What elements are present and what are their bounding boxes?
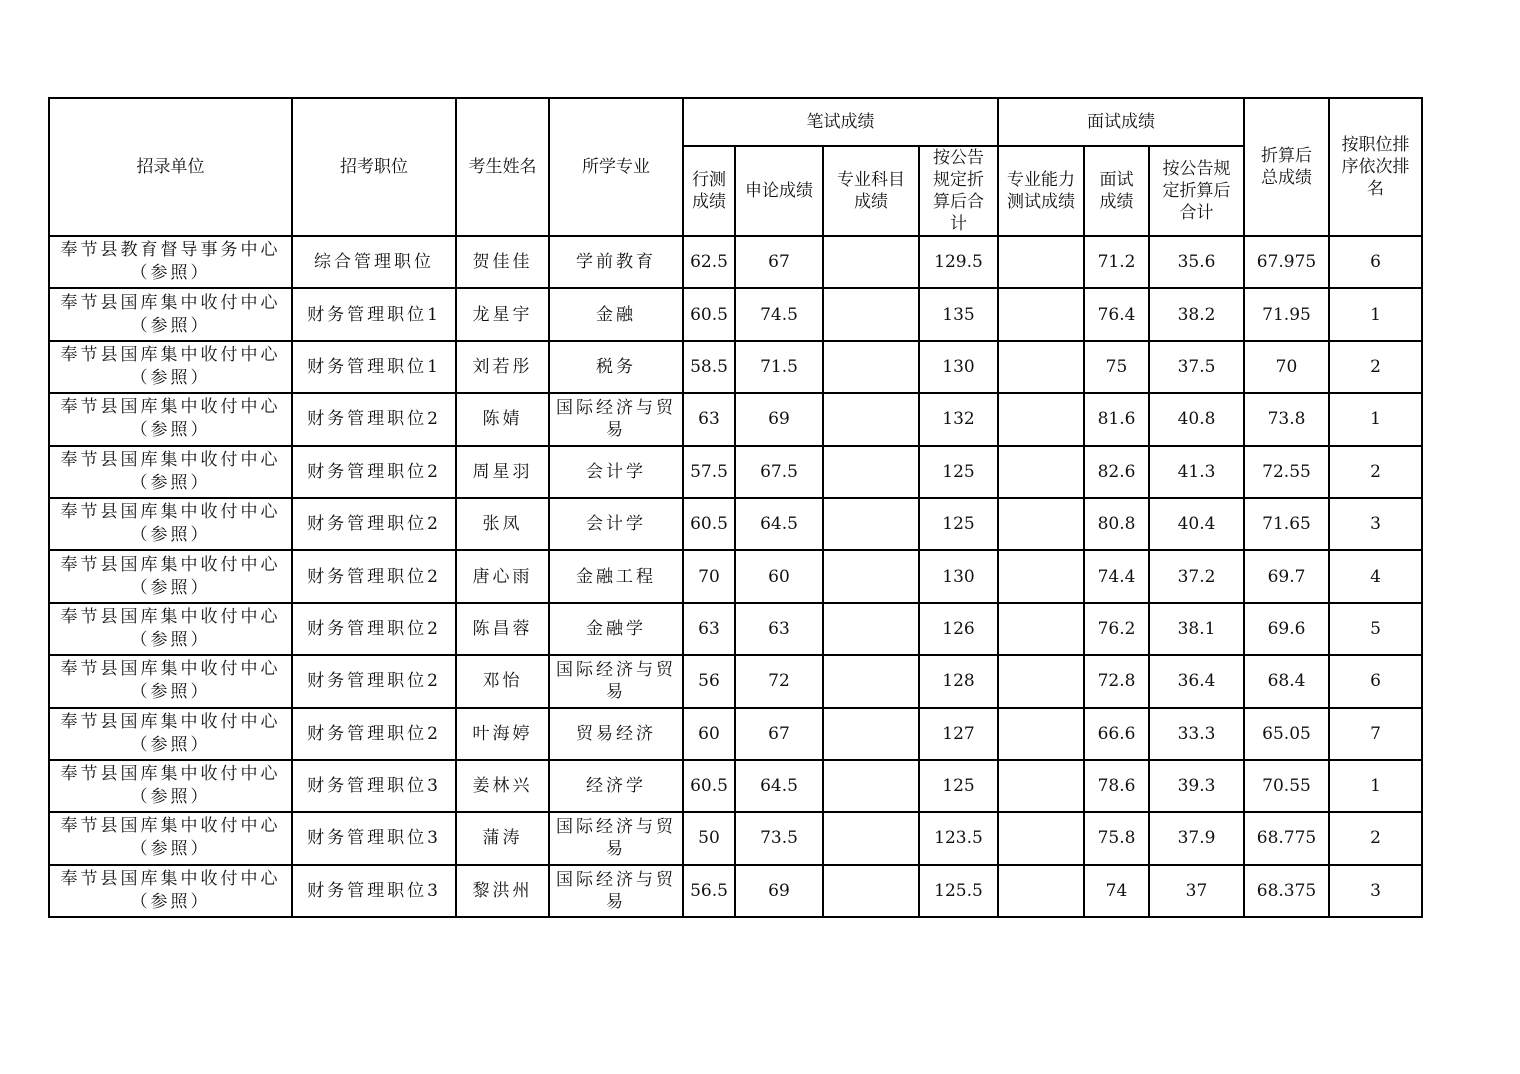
cell-shenlun: 64.5 bbox=[735, 498, 823, 550]
cell-shenlun: 64.5 bbox=[735, 760, 823, 812]
cell-name: 陈昌蓉 bbox=[456, 603, 549, 655]
cell-shenlun: 67 bbox=[735, 708, 823, 760]
cell-rank: 7 bbox=[1329, 708, 1422, 760]
cell-xingce: 60 bbox=[683, 708, 735, 760]
header-written-total: 按公告规定折算后合计 bbox=[919, 146, 998, 236]
cell-unit: 奉节县国库集中收付中心（参照） bbox=[49, 498, 292, 550]
cell-written-total: 127 bbox=[919, 708, 998, 760]
cell-subject bbox=[823, 603, 919, 655]
cell-subject bbox=[823, 865, 919, 917]
cell-written-total: 125.5 bbox=[919, 865, 998, 917]
cell-written-total: 132 bbox=[919, 393, 998, 445]
cell-subject bbox=[823, 498, 919, 550]
cell-written-total: 128 bbox=[919, 655, 998, 707]
cell-total: 68.775 bbox=[1244, 812, 1329, 864]
cell-xingce: 63 bbox=[683, 603, 735, 655]
table-row bbox=[49, 760, 1422, 812]
table-row bbox=[49, 393, 1422, 445]
table-row bbox=[49, 550, 1422, 602]
cell-name: 陈婧 bbox=[456, 393, 549, 445]
cell-shenlun: 73.5 bbox=[735, 812, 823, 864]
cell-ability bbox=[998, 655, 1084, 707]
table-row bbox=[49, 603, 1422, 655]
cell-shenlun: 71.5 bbox=[735, 341, 823, 393]
cell-subject bbox=[823, 446, 919, 498]
cell-interview-total: 37.5 bbox=[1149, 341, 1244, 393]
cell-written-total: 129.5 bbox=[919, 236, 998, 288]
cell-position: 财务管理职位1 bbox=[292, 341, 456, 393]
cell-total: 73.8 bbox=[1244, 393, 1329, 445]
cell-subject bbox=[823, 236, 919, 288]
cell-interview-total: 39.3 bbox=[1149, 760, 1244, 812]
table-row bbox=[49, 865, 1422, 917]
cell-major: 学前教育 bbox=[549, 236, 683, 288]
cell-unit: 奉节县国库集中收付中心（参照） bbox=[49, 550, 292, 602]
cell-interview-total: 40.8 bbox=[1149, 393, 1244, 445]
cell-interview-total: 37 bbox=[1149, 865, 1244, 917]
cell-xingce: 70 bbox=[683, 550, 735, 602]
cell-position: 财务管理职位2 bbox=[292, 498, 456, 550]
cell-shenlun: 69 bbox=[735, 393, 823, 445]
cell-interview: 71.2 bbox=[1084, 236, 1149, 288]
cell-subject bbox=[823, 760, 919, 812]
cell-unit: 奉节县国库集中收付中心（参照） bbox=[49, 603, 292, 655]
cell-unit: 奉节县国库集中收付中心（参照） bbox=[49, 812, 292, 864]
header-subject: 专业科目成绩 bbox=[823, 146, 919, 236]
cell-position: 财务管理职位2 bbox=[292, 708, 456, 760]
table-row bbox=[49, 655, 1422, 707]
cell-interview-total: 36.4 bbox=[1149, 655, 1244, 707]
cell-position: 财务管理职位2 bbox=[292, 550, 456, 602]
cell-major: 会计学 bbox=[549, 498, 683, 550]
cell-unit: 奉节县教育督导事务中心（参照） bbox=[49, 236, 292, 288]
cell-written-total: 130 bbox=[919, 550, 998, 602]
cell-total: 71.95 bbox=[1244, 288, 1329, 340]
table-row bbox=[49, 341, 1422, 393]
cell-unit: 奉节县国库集中收付中心（参照） bbox=[49, 760, 292, 812]
cell-position: 财务管理职位2 bbox=[292, 446, 456, 498]
cell-interview: 82.6 bbox=[1084, 446, 1149, 498]
table-row bbox=[49, 446, 1422, 498]
cell-total: 67.975 bbox=[1244, 236, 1329, 288]
cell-interview: 75 bbox=[1084, 341, 1149, 393]
cell-interview: 80.8 bbox=[1084, 498, 1149, 550]
cell-written-total: 123.5 bbox=[919, 812, 998, 864]
cell-total: 69.7 bbox=[1244, 550, 1329, 602]
cell-name: 唐心雨 bbox=[456, 550, 549, 602]
header-written-group: 笔试成绩 bbox=[683, 98, 998, 146]
header-interview: 面试成绩 bbox=[1084, 146, 1149, 236]
cell-interview: 78.6 bbox=[1084, 760, 1149, 812]
cell-interview: 72.8 bbox=[1084, 655, 1149, 707]
cell-ability bbox=[998, 603, 1084, 655]
cell-name: 叶海婷 bbox=[456, 708, 549, 760]
cell-interview-total: 41.3 bbox=[1149, 446, 1244, 498]
cell-major: 国际经济与贸易 bbox=[549, 393, 683, 445]
cell-unit: 奉节县国库集中收付中心（参照） bbox=[49, 865, 292, 917]
cell-ability bbox=[998, 708, 1084, 760]
cell-major: 金融工程 bbox=[549, 550, 683, 602]
cell-subject bbox=[823, 288, 919, 340]
cell-written-total: 125 bbox=[919, 498, 998, 550]
cell-position: 财务管理职位3 bbox=[292, 760, 456, 812]
cell-shenlun: 69 bbox=[735, 865, 823, 917]
cell-ability bbox=[998, 393, 1084, 445]
cell-interview: 74.4 bbox=[1084, 550, 1149, 602]
cell-interview: 76.2 bbox=[1084, 603, 1149, 655]
cell-rank: 3 bbox=[1329, 498, 1422, 550]
score-table bbox=[48, 97, 1423, 918]
cell-total: 70 bbox=[1244, 341, 1329, 393]
cell-name: 邓怡 bbox=[456, 655, 549, 707]
cell-rank: 6 bbox=[1329, 655, 1422, 707]
cell-major: 经济学 bbox=[549, 760, 683, 812]
cell-total: 65.05 bbox=[1244, 708, 1329, 760]
cell-written-total: 130 bbox=[919, 341, 998, 393]
cell-name: 蒲涛 bbox=[456, 812, 549, 864]
cell-major: 税务 bbox=[549, 341, 683, 393]
cell-xingce: 60.5 bbox=[683, 498, 735, 550]
cell-interview-total: 35.6 bbox=[1149, 236, 1244, 288]
table-body bbox=[49, 236, 1422, 917]
cell-subject bbox=[823, 708, 919, 760]
cell-interview-total: 33.3 bbox=[1149, 708, 1244, 760]
header-shenlun: 申论成绩 bbox=[735, 146, 823, 236]
cell-interview-total: 38.2 bbox=[1149, 288, 1244, 340]
cell-ability bbox=[998, 341, 1084, 393]
cell-written-total: 125 bbox=[919, 446, 998, 498]
cell-xingce: 63 bbox=[683, 393, 735, 445]
cell-written-total: 126 bbox=[919, 603, 998, 655]
header-rank: 按职位排序依次排名 bbox=[1329, 98, 1422, 236]
cell-shenlun: 67.5 bbox=[735, 446, 823, 498]
cell-unit: 奉节县国库集中收付中心（参照） bbox=[49, 708, 292, 760]
cell-ability bbox=[998, 288, 1084, 340]
cell-unit: 奉节县国库集中收付中心（参照） bbox=[49, 341, 292, 393]
cell-shenlun: 60 bbox=[735, 550, 823, 602]
cell-total: 72.55 bbox=[1244, 446, 1329, 498]
cell-written-total: 135 bbox=[919, 288, 998, 340]
cell-position: 财务管理职位1 bbox=[292, 288, 456, 340]
cell-position: 综合管理职位 bbox=[292, 236, 456, 288]
cell-interview-total: 37.2 bbox=[1149, 550, 1244, 602]
cell-name: 张凤 bbox=[456, 498, 549, 550]
cell-rank: 2 bbox=[1329, 812, 1422, 864]
cell-rank: 6 bbox=[1329, 236, 1422, 288]
header-position: 招考职位 bbox=[292, 98, 456, 236]
cell-interview-total: 37.9 bbox=[1149, 812, 1244, 864]
header-interview-group: 面试成绩 bbox=[998, 98, 1244, 146]
cell-interview-total: 38.1 bbox=[1149, 603, 1244, 655]
cell-subject bbox=[823, 550, 919, 602]
cell-rank: 1 bbox=[1329, 393, 1422, 445]
cell-rank: 3 bbox=[1329, 865, 1422, 917]
cell-position: 财务管理职位3 bbox=[292, 865, 456, 917]
cell-total: 70.55 bbox=[1244, 760, 1329, 812]
cell-major: 金融 bbox=[549, 288, 683, 340]
cell-major: 国际经济与贸易 bbox=[549, 655, 683, 707]
cell-rank: 2 bbox=[1329, 341, 1422, 393]
cell-position: 财务管理职位2 bbox=[292, 393, 456, 445]
cell-name: 黎洪州 bbox=[456, 865, 549, 917]
cell-shenlun: 67 bbox=[735, 236, 823, 288]
cell-subject bbox=[823, 655, 919, 707]
cell-subject bbox=[823, 341, 919, 393]
cell-major: 金融学 bbox=[549, 603, 683, 655]
cell-name: 刘若彤 bbox=[456, 341, 549, 393]
cell-shenlun: 63 bbox=[735, 603, 823, 655]
cell-rank: 1 bbox=[1329, 760, 1422, 812]
cell-name: 周星羽 bbox=[456, 446, 549, 498]
cell-interview: 75.8 bbox=[1084, 812, 1149, 864]
cell-ability bbox=[998, 550, 1084, 602]
cell-xingce: 60.5 bbox=[683, 760, 735, 812]
cell-ability bbox=[998, 812, 1084, 864]
cell-major: 国际经济与贸易 bbox=[549, 865, 683, 917]
cell-rank: 5 bbox=[1329, 603, 1422, 655]
header-unit: 招录单位 bbox=[49, 98, 292, 236]
cell-xingce: 58.5 bbox=[683, 341, 735, 393]
cell-rank: 4 bbox=[1329, 550, 1422, 602]
cell-major: 会计学 bbox=[549, 446, 683, 498]
cell-ability bbox=[998, 236, 1084, 288]
table-row bbox=[49, 236, 1422, 288]
cell-interview: 66.6 bbox=[1084, 708, 1149, 760]
cell-written-total: 125 bbox=[919, 760, 998, 812]
cell-xingce: 57.5 bbox=[683, 446, 735, 498]
cell-name: 贺佳佳 bbox=[456, 236, 549, 288]
header-xingce: 行测成绩 bbox=[683, 146, 735, 236]
header-major: 所学专业 bbox=[549, 98, 683, 236]
cell-major: 国际经济与贸易 bbox=[549, 812, 683, 864]
cell-subject bbox=[823, 393, 919, 445]
cell-unit: 奉节县国库集中收付中心（参照） bbox=[49, 655, 292, 707]
cell-position: 财务管理职位2 bbox=[292, 603, 456, 655]
cell-shenlun: 72 bbox=[735, 655, 823, 707]
header-name: 考生姓名 bbox=[456, 98, 549, 236]
cell-total: 68.375 bbox=[1244, 865, 1329, 917]
cell-name: 姜林兴 bbox=[456, 760, 549, 812]
cell-xingce: 62.5 bbox=[683, 236, 735, 288]
cell-total: 71.65 bbox=[1244, 498, 1329, 550]
cell-total: 68.4 bbox=[1244, 655, 1329, 707]
cell-total: 69.6 bbox=[1244, 603, 1329, 655]
cell-rank: 1 bbox=[1329, 288, 1422, 340]
cell-ability bbox=[998, 865, 1084, 917]
table-header bbox=[49, 98, 1422, 236]
cell-ability bbox=[998, 760, 1084, 812]
cell-unit: 奉节县国库集中收付中心（参照） bbox=[49, 393, 292, 445]
cell-interview-total: 40.4 bbox=[1149, 498, 1244, 550]
cell-name: 龙星宇 bbox=[456, 288, 549, 340]
table-row bbox=[49, 288, 1422, 340]
cell-xingce: 56 bbox=[683, 655, 735, 707]
cell-xingce: 60.5 bbox=[683, 288, 735, 340]
table-row bbox=[49, 708, 1422, 760]
cell-ability bbox=[998, 498, 1084, 550]
cell-unit: 奉节县国库集中收付中心（参照） bbox=[49, 288, 292, 340]
cell-interview: 81.6 bbox=[1084, 393, 1149, 445]
cell-position: 财务管理职位3 bbox=[292, 812, 456, 864]
cell-xingce: 56.5 bbox=[683, 865, 735, 917]
header-interview-total: 按公告规定折算后合计 bbox=[1149, 146, 1244, 236]
cell-position: 财务管理职位2 bbox=[292, 655, 456, 707]
cell-interview: 74 bbox=[1084, 865, 1149, 917]
table-row bbox=[49, 812, 1422, 864]
cell-interview: 76.4 bbox=[1084, 288, 1149, 340]
cell-shenlun: 74.5 bbox=[735, 288, 823, 340]
cell-xingce: 50 bbox=[683, 812, 735, 864]
cell-rank: 2 bbox=[1329, 446, 1422, 498]
cell-unit: 奉节县国库集中收付中心（参照） bbox=[49, 446, 292, 498]
header-total: 折算后总成绩 bbox=[1244, 98, 1329, 236]
cell-subject bbox=[823, 812, 919, 864]
header-ability: 专业能力测试成绩 bbox=[998, 146, 1084, 236]
table-row bbox=[49, 498, 1422, 550]
cell-ability bbox=[998, 446, 1084, 498]
cell-major: 贸易经济 bbox=[549, 708, 683, 760]
